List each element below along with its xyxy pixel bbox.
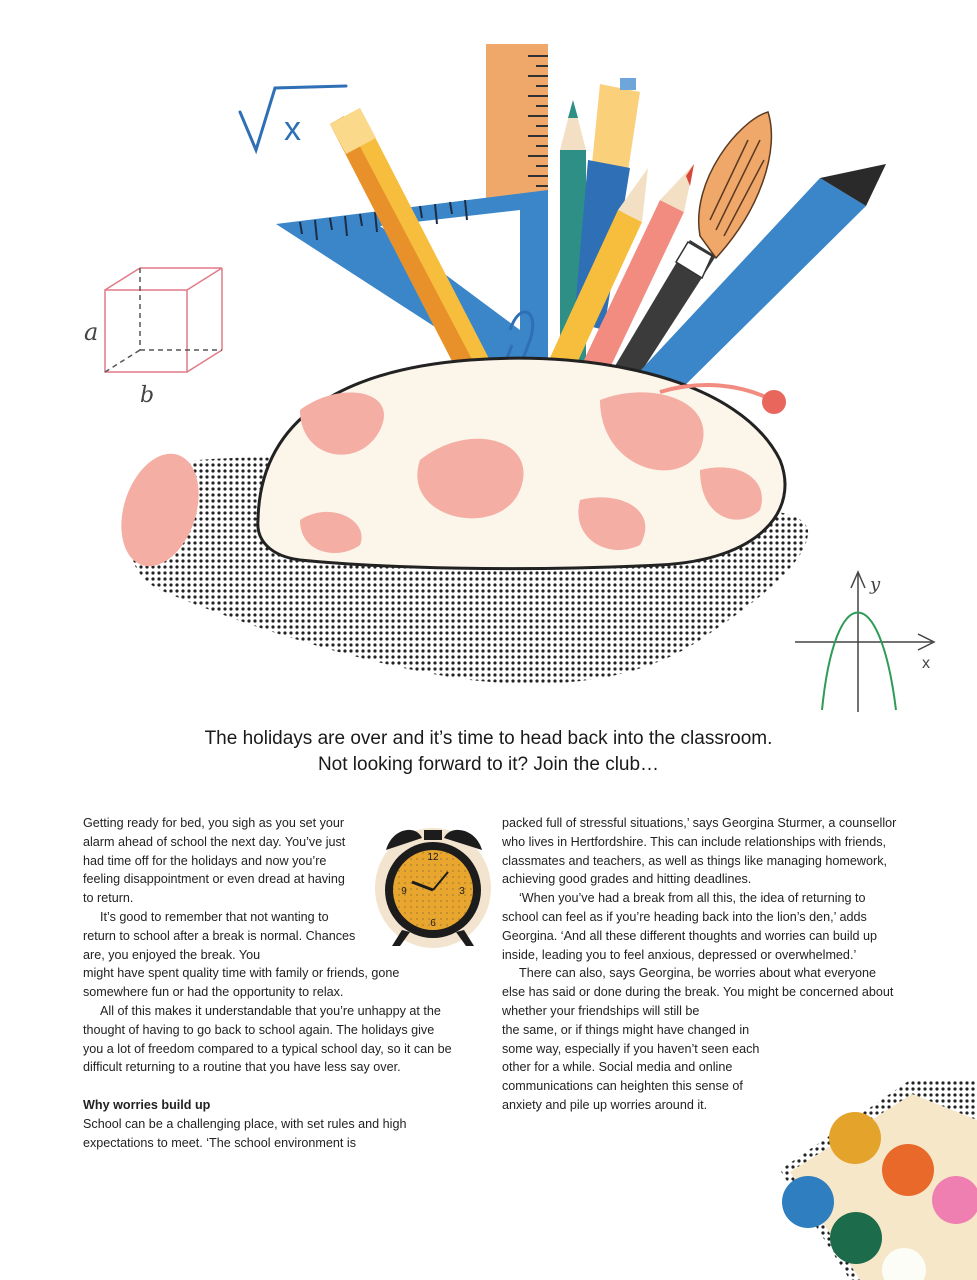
article-column-right <box>502 814 897 1115</box>
paragraph: There can also, says Georgina, be worries about what everyone else has said or done during the break. You might be concerned about whether your friendships will still be <box>502 966 894 1018</box>
paragraph: Getting ready for bed, you sigh as you set your alarm ahead of school the next day. You’ve just had time off for the holidays and now you’re feeling disappointment or even dread at having to return. <box>83 816 346 906</box>
paragraph: the same, or if things might have changed in some way, especially if you haven’t seen each other for a while. Social media and online communications can heighten this sense of anxiety and pile up worries around it. <box>502 1022 760 1112</box>
svg-text:3: 3 <box>459 886 465 897</box>
svg-text:6: 6 <box>430 918 436 929</box>
square-root-doodle <box>240 86 346 150</box>
cube-doodle <box>105 268 222 372</box>
paint-palette-image <box>760 1080 977 1280</box>
paragraph: ‘When you’ve had a break from all this, the idea of returning to school can feel as if you’re heading back into the lion’s den,’ adds Georgina. ‘And all these different thoughts and worries can build up inside, leading you to feel anxious, depressed or overwhelmed.’ <box>502 891 878 962</box>
svg-text:9: 9 <box>401 886 407 897</box>
paragraph: It’s good to remember that not wanting to return to school after a break is normal. Chances are, you enjoyed the break. You <box>83 909 356 962</box>
graph-label-x: x <box>922 655 930 672</box>
paragraph: All of this makes it understandable that you’re unhappy at the thought of having to go back to school again. The holidays give you a lot of freedom compared to a typical school day, so it can be difficult returning to a routine that you have less say over. <box>83 1003 452 1075</box>
cube-label-a: a <box>84 318 99 346</box>
standfirst-line-2: Not looking forward to it? Join the club… <box>317 754 660 775</box>
standfirst-line-1: The holidays are over and it’s time to head back into the classroom. <box>204 728 773 749</box>
paragraph: might have spent quality time with family or friends, gone somewhere fun or had the opportunity to relax. <box>83 966 400 1000</box>
standfirst <box>100 726 877 778</box>
graph-label-y: y <box>870 574 881 595</box>
parabola-graph-doodle <box>795 572 934 712</box>
subheading: Why worries build up <box>83 1098 211 1113</box>
paragraph: packed full of stressful situations,’ says Georgina Sturmer, a counsellor who lives in Hertfordshire. This can include relationships with friends, classmates and teachers, as well as things like managing homework, achieving good grades and hitting deadlines. <box>502 816 897 887</box>
cube-label-b: b <box>140 383 155 408</box>
pencil-case <box>258 358 786 568</box>
article-column-left <box>83 814 453 1153</box>
paragraph: School can be a challenging place, with set rules and high expectations to meet. ‘The school environment is <box>83 1116 407 1150</box>
sqrt-label: x <box>284 110 301 148</box>
svg-text:12: 12 <box>427 852 439 863</box>
